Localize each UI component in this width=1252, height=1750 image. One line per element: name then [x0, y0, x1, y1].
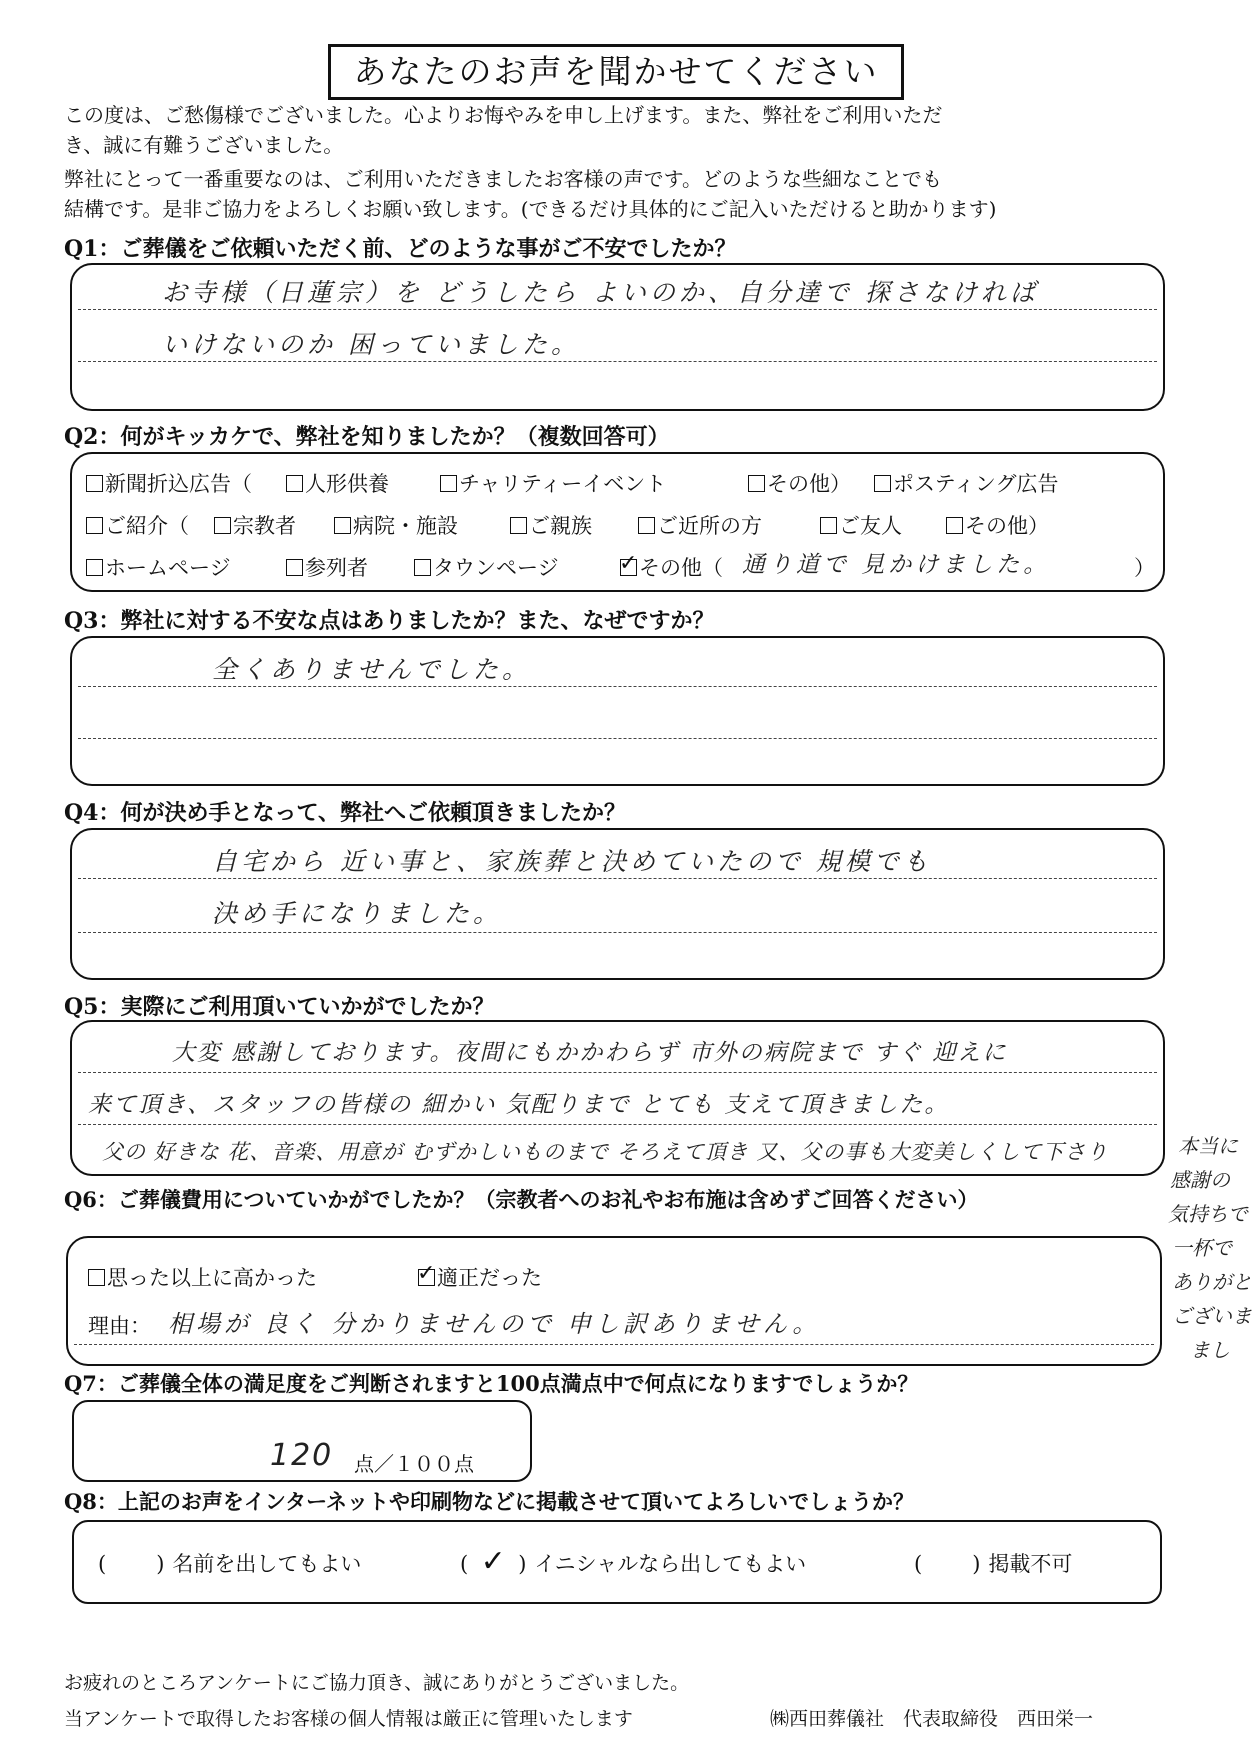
intro-line-3: 弊社にとって一番重要なのは、ご利用いただきましたお客様の声です。どのような些細なことでも [64, 167, 942, 191]
intro-line-1: この度は、ご愁傷様でございました。心よりお悔やみを申し上げます。また、弊社をご利用いただ [64, 103, 943, 127]
checkbox[interactable] [286, 559, 303, 576]
q8-options-box [72, 1520, 1162, 1604]
checkbox[interactable] [638, 517, 655, 534]
q2-option-doll-memorial[interactable]: 人形供養 [286, 468, 389, 498]
checkbox[interactable] [214, 517, 231, 534]
q6-answer-box [66, 1236, 1162, 1366]
q3-question: Q3：弊社に対する不安な点はありましたか？また、なぜですか？ [64, 608, 715, 634]
q4-answer-line-2: 決め手になりました。 [212, 899, 503, 928]
q6-option-appropriate[interactable]: ✓ 適正だった [418, 1262, 542, 1292]
q2-option-referral[interactable]: ご紹介（ [86, 510, 189, 540]
q4-answer-box[interactable] [70, 828, 1165, 980]
checkbox[interactable] [334, 517, 351, 534]
q2-option-other-2[interactable]: その他） [946, 510, 1049, 540]
q2-option-hospital[interactable]: 病院・施設 [334, 510, 458, 540]
q2-options-box [70, 452, 1165, 592]
footer-privacy: 当アンケートで取得したお客様の個人情報は厳正に管理いたします [64, 1708, 633, 1730]
q6-option-expensive[interactable]: 思った以上に高かった [88, 1262, 317, 1292]
q7-score-box[interactable] [72, 1400, 532, 1482]
q8-option-initials[interactable]: ( ✓ ) イニシャルなら出してもよい [460, 1544, 807, 1579]
q2-option-friends[interactable]: ご友人 [820, 510, 902, 540]
checkbox[interactable] [946, 517, 963, 534]
footer-company: ㈱西田葬儀社 代表取締役 西田栄一 [770, 1708, 1094, 1730]
q5-answer-line-2: 来て頂き、スタッフの皆様の 細かい 気配りまで とても 支えて頂きました。 [88, 1092, 950, 1118]
q2-option-attendee[interactable]: 参列者 [286, 552, 368, 582]
q2-close-paren: ） [1134, 556, 1155, 580]
q4-question: Q4：何が決め手となって、弊社へご依頼頂きましたか？ [64, 800, 627, 826]
q7-question: Q7：ご葬儀全体の満足度をご判断されますと100点満点中で何点になりますでしょうか？ [64, 1371, 919, 1396]
checkbox[interactable] [86, 517, 103, 534]
q3-answer-box[interactable] [70, 636, 1165, 786]
checkbox-checked[interactable] [418, 1269, 435, 1286]
q7-score: 120 [270, 1438, 334, 1473]
q1-question: Q1：ご葬儀をご依頼いただく前、どのような事がご不安でしたか？ [64, 236, 737, 262]
q7-score-suffix: 点／１００点 [354, 1452, 474, 1476]
checkbox-checked[interactable] [620, 559, 637, 576]
q5-answer-line-3: 父の 好きな 花、音楽、用意が むずかしいものまで そろえて頂き 又、父の事も大変美しくして下さり [102, 1140, 1109, 1164]
page-title: あなたのお声を聞かせてください [328, 44, 904, 100]
q1-answer-line-1: お寺様（日蓮宗）を どうしたら よいのか、自分達で 探さなければ [162, 278, 1039, 307]
checkbox[interactable] [874, 475, 891, 492]
q6-reason-answer: 相場が 良く 分かりませんので 申し訳ありません。 [168, 1310, 821, 1338]
q2-option-newspaper[interactable]: 新聞折込広告（ [86, 468, 252, 498]
q5-question: Q5：実際にご利用頂いていかがでしたか？ [64, 994, 495, 1020]
checkbox[interactable] [820, 517, 837, 534]
q2-option-relatives[interactable]: ご親族 [510, 510, 592, 540]
q2-option-religious[interactable]: 宗教者 [214, 510, 296, 540]
q4-answer-line-1: 自宅から 近い事と、家族葬と決めていたので 規模でも [212, 847, 932, 876]
q3-answer-line-1: 全くありませんでした。 [212, 655, 532, 684]
q8-option-full-name[interactable]: ( ) 名前を出してもよい [98, 1552, 362, 1576]
q2-option-neighbors[interactable]: ご近所の方 [638, 510, 762, 540]
q2-option-townpage[interactable]: タウンページ [414, 552, 559, 582]
q1-answer-line-2: いけないのか 困っていました。 [162, 330, 580, 359]
q2-option-charity-event[interactable]: チャリティーイベント [440, 468, 666, 498]
q2-option-posting-ad[interactable]: ポスティング広告 [874, 468, 1058, 498]
q8-question: Q8：上記のお声をインターネットや印刷物などに掲載させて頂いてよろしいでしょうか？ [64, 1489, 915, 1514]
checkbox[interactable] [414, 559, 431, 576]
q8-option-no-publish[interactable]: ( ) 掲載不可 [914, 1552, 1073, 1576]
q6-question: Q6：ご葬儀費用についていかがでしたか？（宗教者へのお礼やお布施は含めずご回答ください） [64, 1187, 979, 1212]
q2-option-other-3[interactable]: ✓ その他（ [620, 552, 723, 582]
q5-answer-line-1: 大変 感謝しております。夜間にもかかわらず 市外の病院まで すぐ 迎えに [172, 1040, 1008, 1066]
q2-option-homepage[interactable]: ホームページ [86, 552, 231, 582]
q5-answer-box[interactable] [70, 1020, 1165, 1176]
checkbox[interactable] [88, 1269, 105, 1286]
q2-other-answer: 通り道で 見かけました。 [742, 552, 1051, 578]
checkbox[interactable] [440, 475, 457, 492]
footer-thanks: お疲れのところアンケートにご協力頂き、誠にありがとうございました。 [64, 1672, 690, 1694]
checkbox[interactable] [510, 517, 527, 534]
q2-option-other-1[interactable]: その他） [748, 468, 851, 498]
intro-line-4: 結構です。是非ご協力をよろしくお願い致します。(できるだけ具体的にご記入いただけると助かります) [64, 197, 997, 221]
q6-reason-label: 理由： [88, 1314, 151, 1338]
checkbox[interactable] [86, 559, 103, 576]
q2-question: Q2：何がキッカケで、弊社を知りましたか？（複数回答可） [64, 424, 670, 450]
checkbox[interactable] [748, 475, 765, 492]
intro-line-2: き、誠に有難うございました。 [64, 133, 344, 157]
checkbox[interactable] [286, 475, 303, 492]
checkbox[interactable] [86, 475, 103, 492]
q8-option-2-mark: ✓ [480, 1544, 506, 1579]
q1-answer-box[interactable] [70, 263, 1165, 411]
